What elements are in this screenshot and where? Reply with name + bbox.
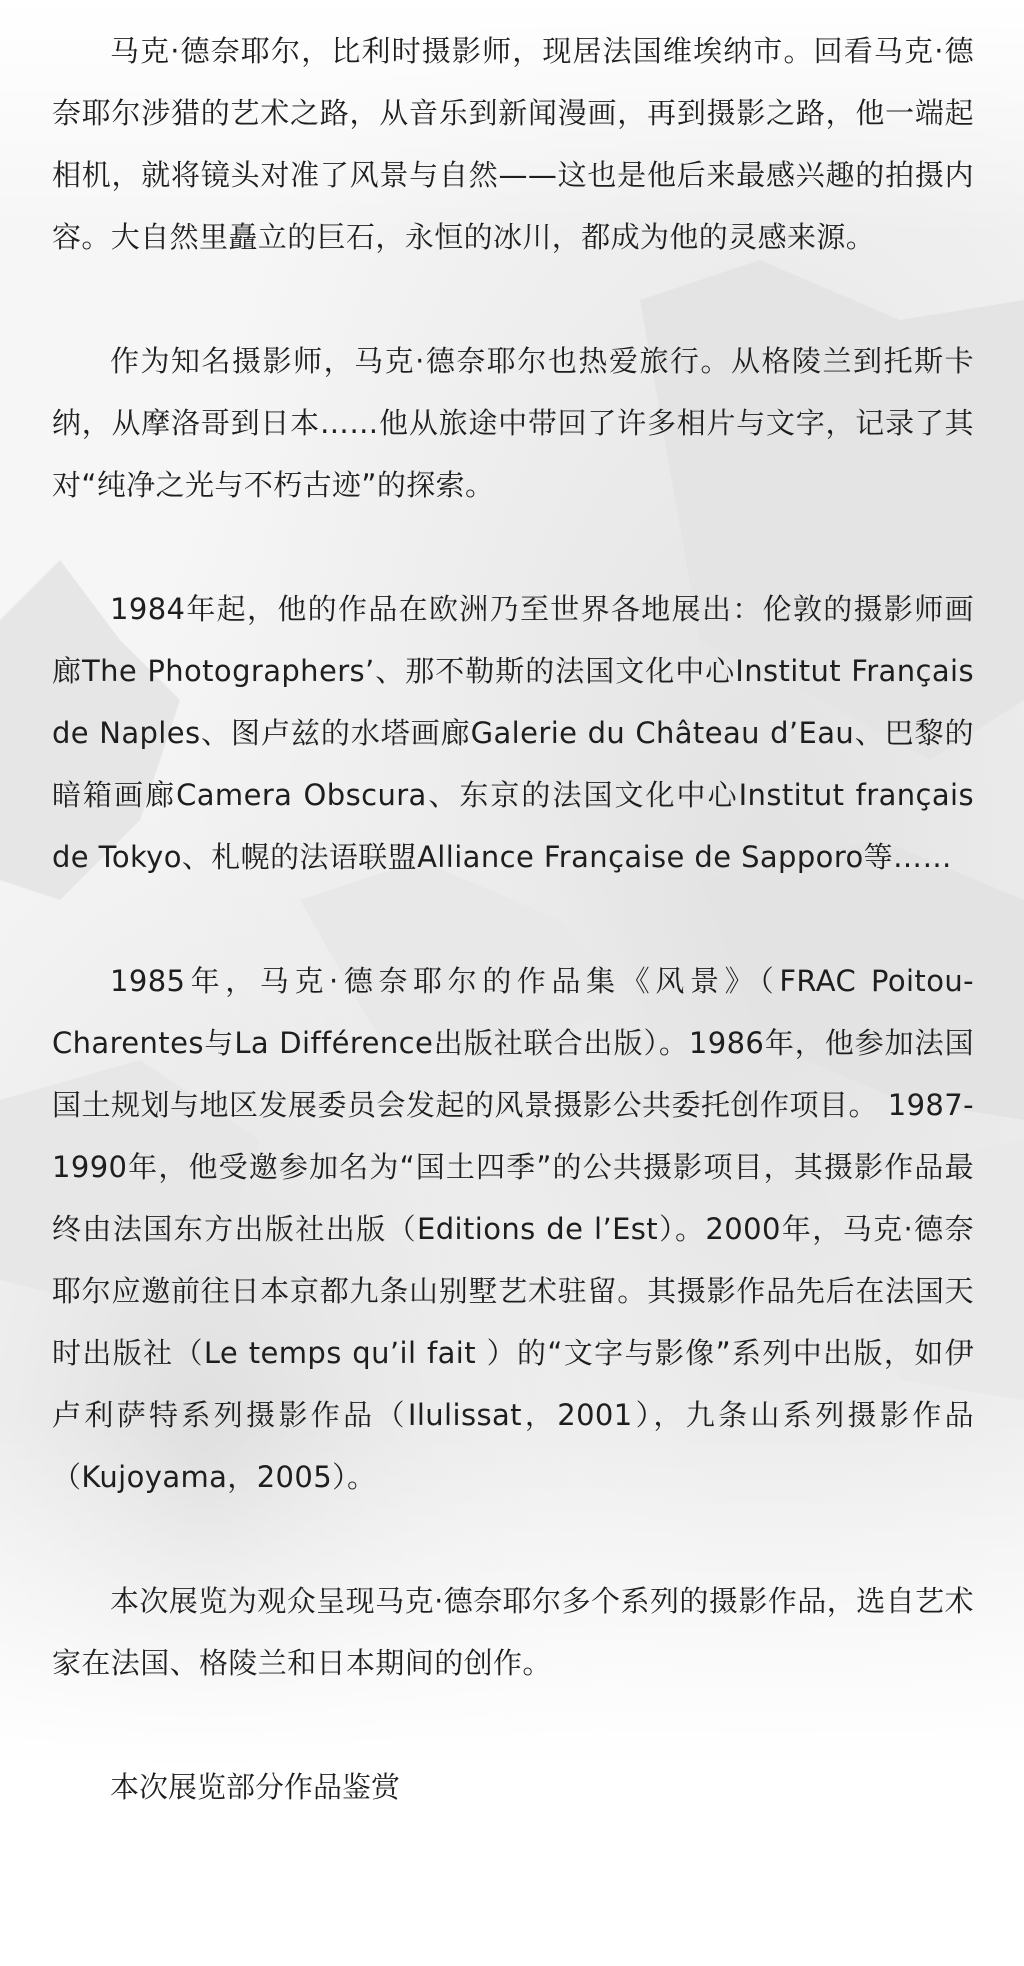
works-appreciation-heading: 本次展览部分作品鉴赏 [110,1770,401,1804]
paragraph-exhibitions: 1984年起，他的作品在欧洲乃至世界各地展出：伦敦的摄影师画廊The Photographers’、那不勒斯的法国文化中心Institut Français de Naples、图卢兹的水塔画廊Galerie du Château d’Eau、巴黎的暗箱画廊Camera Obscura、东京的法国文化中心Institut français de Tokyo、札幌的法语联盟Alliance Française de Sapporo等…… [52,592,974,874]
paragraph-intro: 马克·德奈耶尔，比利时摄影师，现居法国维埃纳市。回看马克·德奈耶尔涉猎的艺术之路，从音乐到新闻漫画，再到摄影之路，他一端起相机，就将镜头对准了风景与自然——这也是他后来最感兴趣的拍摄内容。大自然里矗立的巨石，永恒的冰川，都成为他的灵感来源。 [52,34,974,254]
paragraph-publications: 1985年，马克·德奈耶尔的作品集《风景》（FRAC Poitou-Charentes与La Différence出版社联合出版）。1986年，他参加法国国土规划与地区发展委员会发起的风景摄影公共委托创作项目。 1987-1990年，他受邀参加名为“国土四季”的公共摄影项目，其摄影作品最终由法国东方出版社出版（Editions de l’Est）。2000年，马克·德奈耶尔应邀前往日本京都九条山别墅艺术驻留。其摄影作品先后在法国天时出版社（Le temps qu’il fait ）的“文字与影像”系列中出版，如伊卢利萨特系列摄影作品（Ilulissat，2001），九条山系列摄影作品（Kujoyama，2005）。 [52,964,974,1494]
paragraph-travel: 作为知名摄影师，马克·德奈耶尔也热爱旅行。从格陵兰到托斯卡纳，从摩洛哥到日本……他从旅途中带回了许多相片与文字，记录了其对“纯净之光与不朽古迹”的探索。 [52,344,974,502]
paragraph-exhibition-summary: 本次展览为观众呈现马克·德奈耶尔多个系列的摄影作品，选自艺术家在法国、格陵兰和日本期间的创作。 [52,1584,974,1680]
